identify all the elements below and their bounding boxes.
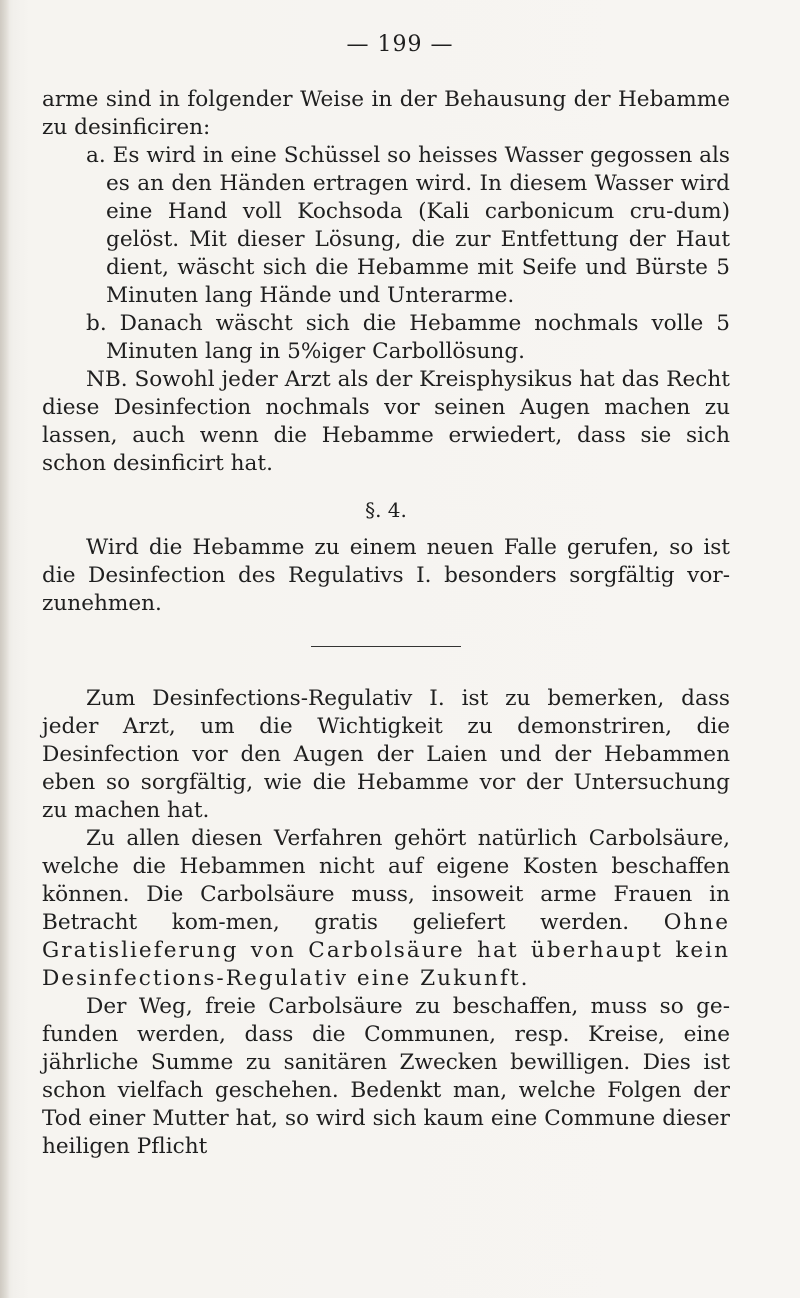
paragraph-4: Wird die Hebamme zu einem neuen Falle gerufen, so ist die Desinfection des Regulativs I. besonders sorgfältig vor-zunehmen.	[42, 535, 730, 616]
page-number: — 199 —	[346, 32, 454, 57]
paragraph-5: Zum Desinfections-Regulativ I. ist zu bemerken, dass jeder Arzt, um die Wichtigkeit zu demonstriren, die Desinfection vor den Augen der Laien und der Hebammen eben so sorgfältig, wie die Hebamme vor der Untersuchung zu machen hat.	[42, 686, 730, 823]
emphasis-text: Ohne Gratislieferung von Carbolsäure hat überhaupt kein Desinfections-Regulativ eine Zukunft.	[42, 910, 730, 991]
nb-paragraph: NB. Sowohl jeder Arzt als der Kreisphysikus hat das Recht diese Desinfection nochmals vor seinen Augen machen zu lassen, auch wenn die Hebamme erwiedert, dass sie sich schon desinficirt hat.	[42, 367, 730, 476]
list-item-a: a. Es wird in eine Schüssel so heisses Wasser gegossen als es an den Händen ertragen wird. In diesem Wasser wird eine Hand voll Kochsoda (Kali carbonicum cru-dum) gelöst. Mit dieser Lösung, die zur Entfettung der Haut dient, wäscht sich die Hebamme mit Seife und Bürste 5 Minuten lang Hände und Unterarme.	[86, 143, 730, 308]
separator-rule	[311, 646, 461, 647]
paragraph-6	[42, 825, 730, 993]
paragraph-6-text: Zu allen diesen Verfahren gehört natürlich Carbolsäure, welche die Hebammen nicht auf eigene Kosten beschaffen können. Die Carbolsäure muss, insoweit arme Frauen in Betracht kom-men, gratis geliefert werden.	[42, 826, 730, 935]
binding-shadow	[0, 0, 10, 1298]
section-heading: §. 4.	[365, 498, 407, 522]
paragraph-1: arme sind in folgender Weise in der Behausung der Hebamme zu desinficiren:	[42, 87, 730, 140]
page-content	[42, 86, 730, 1161]
list-item-b: b. Danach wäscht sich die Hebamme nochmals volle 5 Minuten lang in 5%iger Carbollösung.	[86, 311, 730, 364]
paragraph-7: Der Weg, freie Carbolsäure zu beschaffen, muss so ge-funden werden, dass die Communen, resp. Kreise, eine jährliche Summe zu sanitären Zwecken bewilligen. Dies ist schon vielfach geschehen. Bedenkt man, welche Folgen der Tod einer Mutter hat, so wird sich kaum eine Commune dieser heiligen Pflicht	[42, 994, 730, 1159]
